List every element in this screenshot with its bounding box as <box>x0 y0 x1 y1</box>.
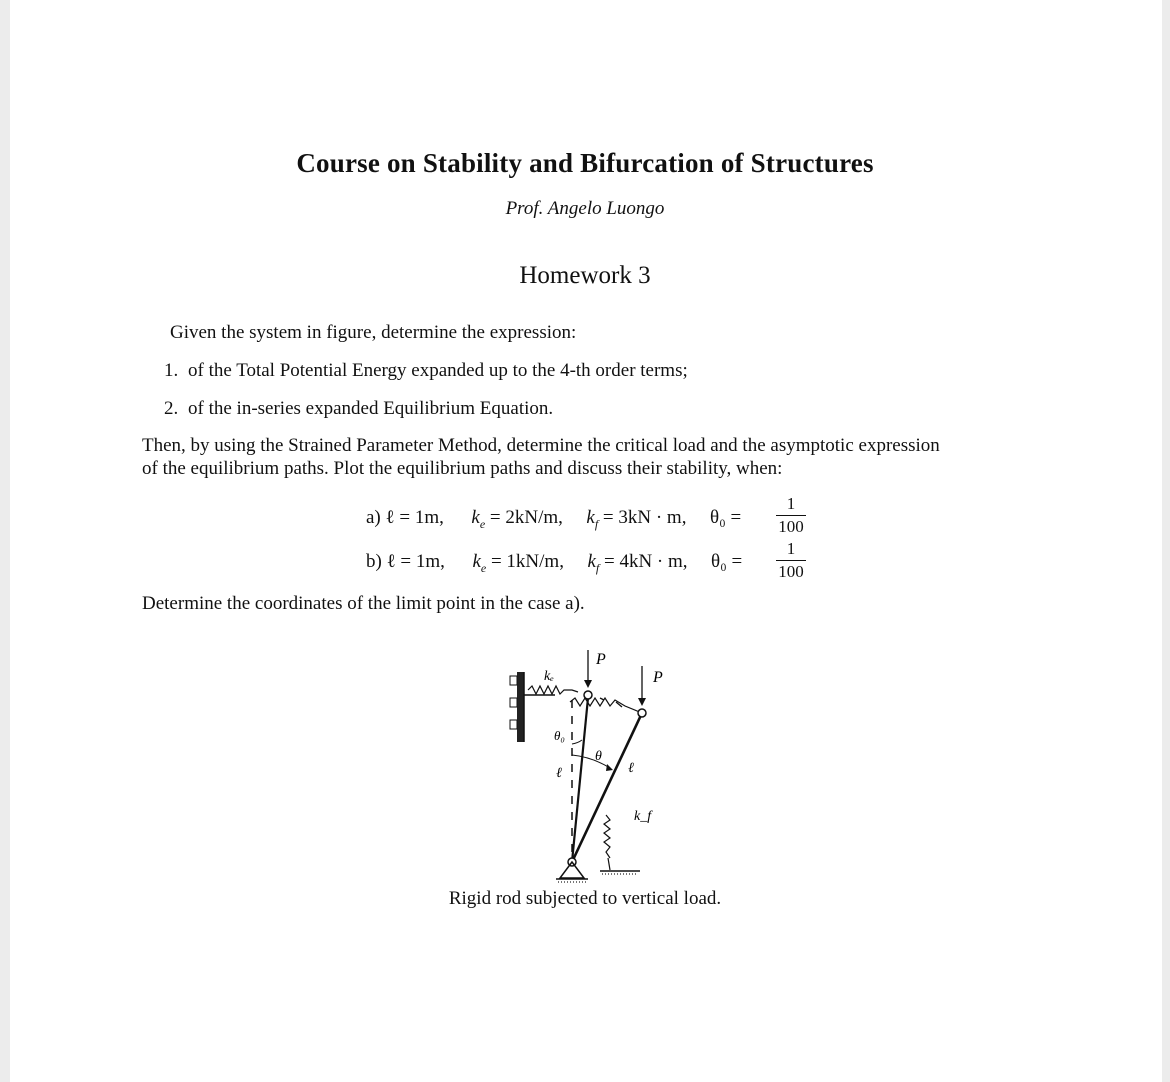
fraction-denominator: 100 <box>778 562 804 582</box>
paragraph-line: Then, by using the Strained Parameter Method, determine the critical load and the asymptotic expression <box>142 435 940 456</box>
label-P2: P <box>653 669 663 686</box>
fraction-numerator: 1 <box>786 539 796 558</box>
spring-kf <box>604 815 610 858</box>
case-a-equation <box>366 507 741 532</box>
case-theta0: θ₀ = <box>711 551 743 572</box>
case-kf-value: = 3kN · m, <box>602 507 687 528</box>
spring-kf-lead <box>608 858 610 870</box>
kf-symbol: $k_f$ <box>587 551 600 575</box>
ke-symbol: $k_e$ <box>472 551 487 575</box>
path-dash <box>600 698 604 700</box>
case-ke-value: = 1kN/m, <box>490 551 564 572</box>
case-b-equation <box>366 551 742 576</box>
wall-hatch <box>517 672 524 742</box>
label-l1: ℓ <box>556 766 562 781</box>
rigid-rod-figure <box>500 640 680 885</box>
load-arrowhead-1 <box>584 680 592 688</box>
spring-ke-deformed <box>570 698 642 713</box>
fraction-bar <box>776 560 806 561</box>
list-item <box>164 360 688 382</box>
wall-roller <box>510 698 517 707</box>
intro-text: Given the system in figure, determine the expression: <box>170 322 577 343</box>
case-ke-value: = 2kN/m, <box>489 507 563 528</box>
wall-roller <box>510 720 517 729</box>
fraction-denominator: 100 <box>778 517 804 537</box>
figure-caption: Rigid rod subjected to vertical load. <box>448 888 722 909</box>
homework-heading: Homework 3 <box>519 262 651 289</box>
limit-point-text: Determine the coordinates of the limit point in the case a). <box>142 593 585 614</box>
paragraph-line: of the equilibrium paths. Plot the equilibrium paths and discuss their stability, when: <box>142 458 783 479</box>
label-theta0: θ₀ <box>554 728 565 743</box>
label-theta: θ <box>595 749 602 764</box>
fraction-numerator: 1 <box>786 494 796 513</box>
ke-symbol: $k_e$ <box>471 507 486 531</box>
theta-arrowhead <box>606 764 613 771</box>
label-ke: kₑ <box>544 669 554 684</box>
label-l2: ℓ <box>628 761 634 776</box>
fraction-bar <box>776 515 806 516</box>
top-hinge <box>584 691 592 699</box>
case-label: a) <box>366 507 381 528</box>
list-item-text: of the in-series expanded Equilibrium Equation. <box>188 398 554 419</box>
initial-rod <box>572 698 588 862</box>
list-item-number: 2. <box>164 398 179 419</box>
load-arrowhead-2 <box>638 698 646 706</box>
case-a-fraction <box>776 495 806 536</box>
wall-roller <box>510 676 517 685</box>
case-label: b) <box>366 551 382 572</box>
theta0-arc <box>572 740 582 744</box>
page-title: Course on Stability and Bifurcation of Structures <box>296 148 874 178</box>
case-theta0: θ₀ = <box>709 507 742 528</box>
deformed-hinge <box>638 709 646 717</box>
case-kf-value: = 4kN · m, <box>603 551 688 572</box>
case-b-fraction <box>776 540 806 581</box>
list-item <box>164 398 553 420</box>
case-length: ℓ = 1m, <box>386 551 445 572</box>
label-kf: k_f <box>634 809 652 824</box>
spring-ke <box>528 686 578 694</box>
list-item-number: 1. <box>164 360 179 381</box>
label-P1: P <box>596 651 606 668</box>
list-item-text: of the Total Potential Energy expanded up to the 4-th order terms; <box>188 360 688 381</box>
author-name: Prof. Angelo Luongo <box>505 198 665 219</box>
case-length: ℓ = 1m, <box>385 507 444 528</box>
theta-arc <box>572 755 610 768</box>
kf-symbol: $k_f$ <box>586 507 599 531</box>
